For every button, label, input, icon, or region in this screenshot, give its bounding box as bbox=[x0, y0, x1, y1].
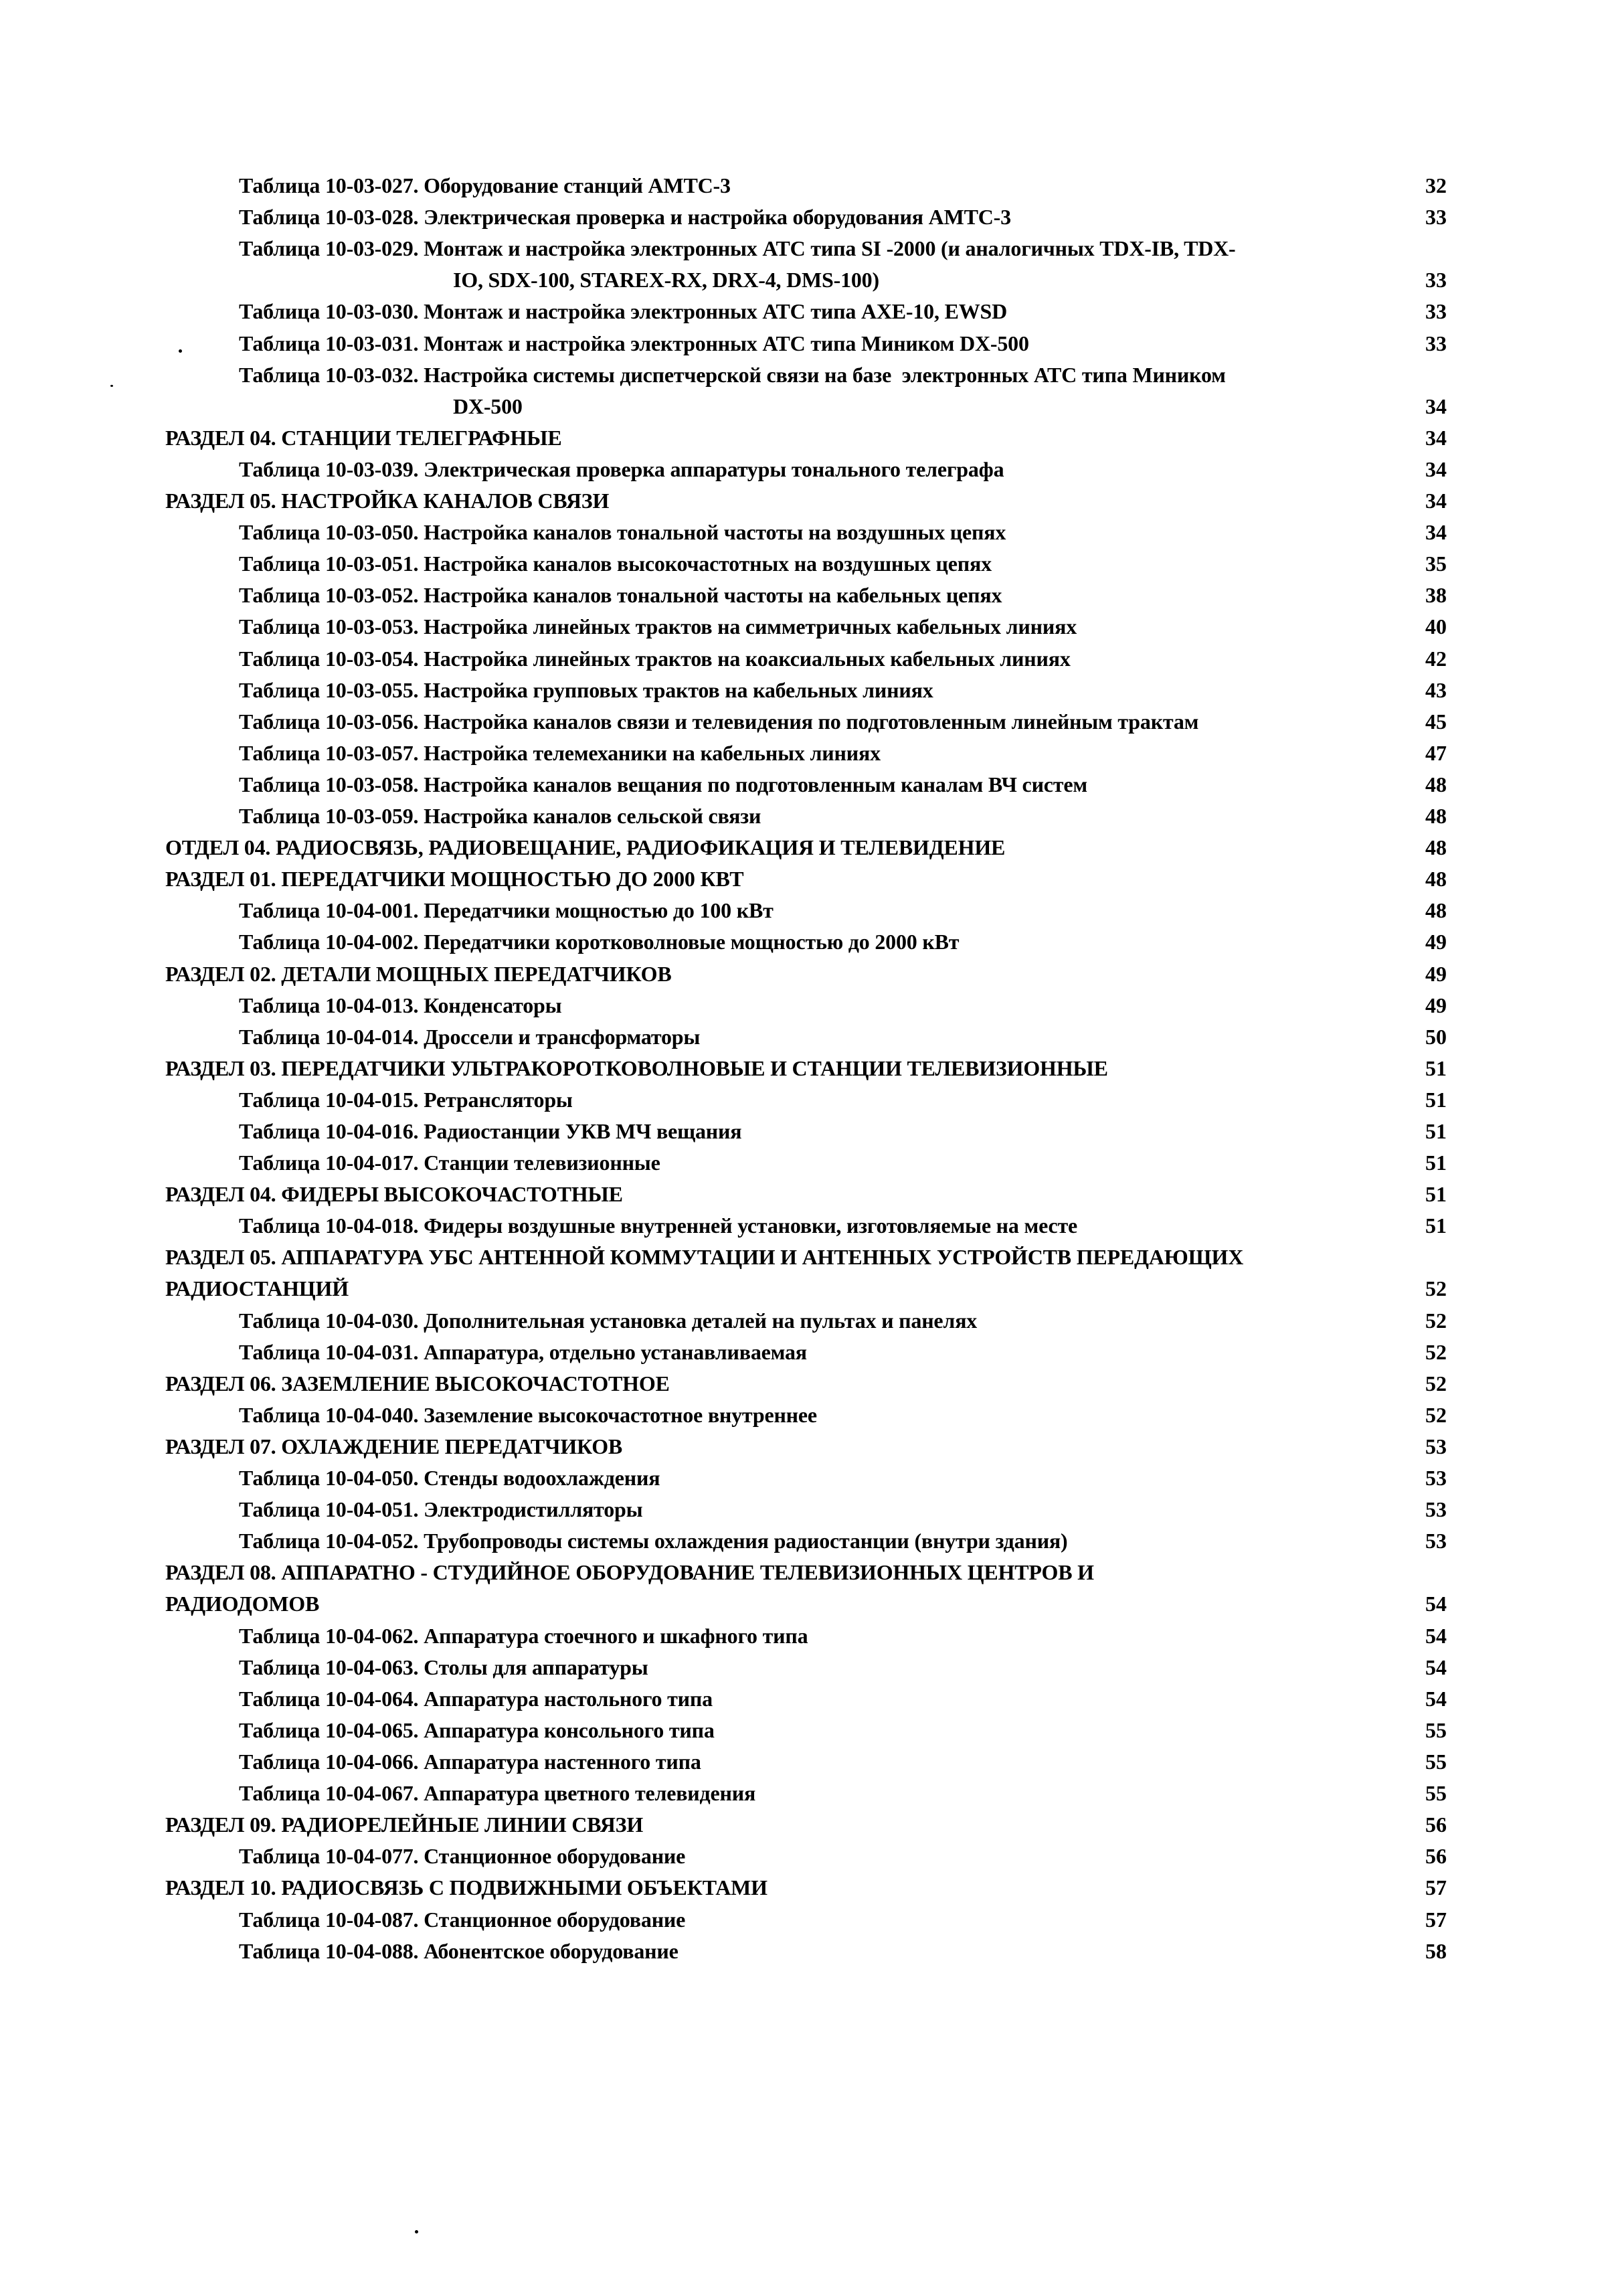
toc-entry-title bbox=[239, 738, 881, 769]
toc-entry-page-number: 34 bbox=[1425, 457, 1447, 481]
toc-entry-title-line: Таблица 10-04-064. Аппаратура настольного типа bbox=[239, 1687, 713, 1711]
toc-entry-page-number: 54 bbox=[1425, 1687, 1447, 1711]
toc-entry-title-line: РАЗДЕЛ 05. НАСТРОЙКА КАНАЛОВ СВЯЗИ bbox=[165, 489, 610, 513]
toc-entry-page-number: 53 bbox=[1425, 1466, 1447, 1490]
toc-entry-page-number: 40 bbox=[1425, 614, 1447, 639]
toc-entry-title-line: РАЗДЕЛ 01. ПЕРЕДАТЧИКИ МОЩНОСТЬЮ ДО 2000 КВТ bbox=[165, 867, 744, 891]
toc-entry-title-line: Таблица 10-04-067. Аппаратура цветного телевидения bbox=[239, 1781, 756, 1805]
toc-entry-title-line: РАЗДЕЛ 06. ЗАЗЕМЛЕНИЕ ВЫСОКОЧАСТОТНОЕ bbox=[165, 1371, 670, 1396]
toc-entry-title bbox=[239, 895, 774, 926]
toc-entry-title bbox=[165, 863, 743, 895]
toc-entry-title bbox=[165, 958, 672, 990]
toc-entry-title bbox=[239, 1778, 755, 1809]
toc-entry-title-line: Таблица 10-04-088. Абонентское оборудование bbox=[239, 1939, 679, 1963]
toc-entry-page-number: 42 bbox=[1425, 647, 1447, 671]
toc-entry-title bbox=[239, 800, 761, 832]
toc-entry-title-line: Таблица 10-03-027. Оборудование станций АМТС-3 bbox=[239, 173, 731, 197]
toc-entry-page-number: 54 bbox=[1425, 1655, 1447, 1679]
toc-entry-title bbox=[239, 1116, 741, 1147]
toc-entry-page-number: 57 bbox=[1425, 1908, 1447, 1932]
toc-entry-title bbox=[239, 1715, 715, 1746]
toc-entry-title-line: РАЗДЕЛ 09. РАДИОРЕЛЕЙНЫЕ ЛИНИИ СВЯЗИ bbox=[165, 1812, 644, 1837]
toc-entry-title bbox=[165, 1242, 1243, 1304]
toc-entry-title-line: РАЗДЕЛ 07. ОХЛАЖДЕНИЕ ПЕРЕДАТЧИКОВ bbox=[165, 1434, 623, 1458]
toc-entry-page-number: 38 bbox=[1425, 583, 1447, 607]
toc-entry-page-number: 51 bbox=[1425, 1151, 1447, 1175]
toc-entry-title-line: Таблица 10-04-014. Дроссели и трансформаторы bbox=[239, 1025, 701, 1049]
toc-entry-title-line: Таблица 10-04-087. Станционное оборудование bbox=[239, 1908, 686, 1932]
toc-entry-title bbox=[239, 1084, 573, 1116]
toc-entry-page-number: 53 bbox=[1425, 1434, 1447, 1458]
toc-entry-title bbox=[239, 580, 1002, 611]
toc-entry-title bbox=[239, 1400, 817, 1431]
toc-entry-page-number: 48 bbox=[1425, 835, 1447, 859]
toc-entry-title bbox=[165, 1179, 623, 1210]
toc-entry-title bbox=[165, 1431, 622, 1462]
toc-entry-title-line: Таблица 10-03-029. Монтаж и настройка электронных АТС типа SI -2000 (и аналогичных TDX-IB, TDX- bbox=[239, 236, 1236, 260]
toc-entry-title-line: Таблица 10-04-050. Стенды водоохлаждения bbox=[239, 1466, 660, 1490]
toc-entry-title bbox=[239, 1652, 648, 1683]
toc-entry-title-line: Таблица 10-03-059. Настройка каналов сельской связи bbox=[239, 804, 761, 828]
toc-entry-title-line: Таблица 10-04-031. Аппаратура, отдельно устанавливаемая bbox=[239, 1340, 807, 1364]
toc-entry-title bbox=[239, 1021, 700, 1053]
toc-entry-title-line: Таблица 10-04-017. Станции телевизионные bbox=[239, 1151, 660, 1175]
toc-entry-title bbox=[239, 454, 1004, 485]
toc-entry-page-number: 51 bbox=[1425, 1182, 1447, 1206]
toc-entry-title-line: РАЗДЕЛ 03. ПЕРЕДАТЧИКИ УЛЬТРАКОРОТКОВОЛНОВЫЕ И СТАНЦИИ ТЕЛЕВИЗИОННЫЕ bbox=[165, 1056, 1108, 1080]
toc-entry-title bbox=[165, 1368, 670, 1400]
toc-entry-title-line: Таблица 10-03-052. Настройка каналов тональной частоты на кабельных цепях bbox=[239, 583, 1002, 607]
toc-entry-title-line: РАЗДЕЛ 02. ДЕТАЛИ МОЩНЫХ ПЕРЕДАТЧИКОВ bbox=[165, 962, 672, 986]
toc-entry-title-line: Таблица 10-04-002. Передатчики коротковолновые мощностью до 2000 кВт bbox=[239, 930, 960, 954]
toc-entry-title-line: Таблица 10-03-039. Электрическая проверка аппаратуры тонального телеграфа bbox=[239, 457, 1004, 481]
toc-entry-title-line: Таблица 10-04-066. Аппаратура настенного типа bbox=[239, 1750, 701, 1774]
toc-entry-title bbox=[165, 422, 562, 454]
toc-entry-title bbox=[239, 675, 933, 706]
toc-entry-title bbox=[239, 706, 1198, 738]
toc-entry-title bbox=[239, 170, 731, 201]
toc-entry-title-line: Таблица 10-04-051. Электродистилляторы bbox=[239, 1497, 643, 1521]
toc-entry-title bbox=[239, 1904, 685, 1936]
toc-entry-page-number: 34 bbox=[1425, 520, 1447, 544]
toc-entry-title-line: Таблица 10-04-040. Заземление высокочастотное внутреннее bbox=[239, 1403, 817, 1427]
toc-entry-title-line: Таблица 10-04-016. Радиостанции УКВ МЧ вещания bbox=[239, 1119, 742, 1143]
toc-entry-title bbox=[239, 359, 1226, 422]
toc-entry-page-number: 53 bbox=[1425, 1529, 1447, 1553]
toc-entry-title-line: Таблица 10-04-013. Конденсаторы bbox=[239, 993, 562, 1017]
toc-entry-page-number: 56 bbox=[1425, 1812, 1447, 1837]
toc-entry-page-number: 52 bbox=[1425, 1276, 1447, 1300]
toc-entry-page-number: 35 bbox=[1425, 552, 1447, 576]
toc-entry-title-line: Таблица 10-04-077. Станционное оборудование bbox=[239, 1844, 686, 1868]
toc-entry-page-number: 33 bbox=[1425, 331, 1447, 355]
toc-entry-title bbox=[239, 1210, 1077, 1242]
toc-entry-title bbox=[239, 1305, 977, 1337]
toc-entry-page-number: 52 bbox=[1425, 1403, 1447, 1427]
toc-entry-page-number: 49 bbox=[1425, 993, 1447, 1017]
toc-entry-page-number: 51 bbox=[1425, 1088, 1447, 1112]
toc-entry-title-line: Таблица 10-04-030. Дополнительная установка деталей на пультах и панелях bbox=[239, 1308, 978, 1333]
toc-entry-page-number: 45 bbox=[1425, 709, 1447, 734]
toc-entry-title-line: РАЗДЕЛ 10. РАДИОСВЯЗЬ С ПОДВИЖНЫМИ ОБЪЕКТАМИ bbox=[165, 1875, 768, 1899]
toc-entry-title-line: Таблица 10-03-030. Монтаж и настройка электронных АТС типа АХЕ-10, EWSD bbox=[239, 299, 1008, 323]
toc-entry-page-number: 51 bbox=[1425, 1119, 1447, 1143]
toc-entry-title bbox=[239, 201, 1011, 233]
toc-entry-page-number: 50 bbox=[1425, 1025, 1447, 1049]
toc-entry-page-number: 34 bbox=[1425, 426, 1447, 450]
toc-entry-page-number: 55 bbox=[1425, 1718, 1447, 1742]
toc-entry-title-line: Таблица 10-04-063. Столы для аппаратуры bbox=[239, 1655, 648, 1679]
toc-entry-title-line: Таблица 10-03-058. Настройка каналов вещания по подготовленным каналам ВЧ систем bbox=[239, 772, 1087, 796]
toc-entry-page-number: 43 bbox=[1425, 678, 1447, 702]
toc-entry-title bbox=[165, 1809, 643, 1841]
toc-entry-title bbox=[239, 1746, 701, 1778]
toc-entry-title-line: Таблица 10-03-055. Настройка групповых трактов на кабельных линиях bbox=[239, 678, 933, 702]
toc-entry-title bbox=[239, 296, 1007, 327]
toc-entry-page-number: 52 bbox=[1425, 1340, 1447, 1364]
toc-entry-title bbox=[239, 769, 1087, 800]
toc-entry-title bbox=[239, 1462, 660, 1494]
toc-entry-title-line: ОТДЕЛ 04. РАДИОСВЯЗЬ, РАДИОВЕЩАНИЕ, РАДИОФИКАЦИЯ И ТЕЛЕВИДЕНИЕ bbox=[165, 835, 1006, 859]
toc-entry-title-line: Таблица 10-03-056. Настройка каналов связи и телевидения по подготовленным линейным трактам bbox=[239, 709, 1199, 734]
toc-entry-title-line: РАЗДЕЛ 04. ФИДЕРЫ ВЫСОКОЧАСТОТНЫЕ bbox=[165, 1182, 623, 1206]
scan-speck bbox=[110, 385, 113, 387]
toc-entry-title bbox=[239, 548, 992, 580]
toc-entry-title-continuation: IO, SDX-100, STAREX-RX, DRX-4, DMS-100) bbox=[453, 268, 879, 292]
toc-entry-title-line: Таблица 10-03-028. Электрическая проверка и настройка оборудования АМТС-3 bbox=[239, 205, 1011, 229]
toc-entry-page-number: 54 bbox=[1425, 1592, 1447, 1616]
toc-entry-title bbox=[239, 1494, 642, 1525]
toc-entry-title bbox=[239, 328, 1029, 359]
toc-entry-title-line: Таблица 10-03-032. Настройка системы диспетчерской связи на базе электронных АТС типа Миником bbox=[239, 363, 1226, 387]
toc-entry-title bbox=[239, 1337, 807, 1368]
toc-entry-page-number: 48 bbox=[1425, 867, 1447, 891]
toc-entry-page-number: 55 bbox=[1425, 1750, 1447, 1774]
toc-entry-title-line: РАЗДЕЛ 05. АППАРАТУРА УБС АНТЕННОЙ КОММУТАЦИИ И АНТЕННЫХ УСТРОЙСТВ ПЕРЕДАЮЩИХ bbox=[165, 1245, 1244, 1269]
toc-entry-title-line: Таблица 10-04-062. Аппаратура стоечного и шкафного типа bbox=[239, 1624, 808, 1648]
toc-entry-title bbox=[165, 1872, 768, 1904]
toc-entry-title-line: Таблица 10-03-054. Настройка линейных трактов на коаксиальных кабельных линиях bbox=[239, 647, 1071, 671]
toc-entry-page-number: 48 bbox=[1425, 898, 1447, 922]
toc-entry-title bbox=[165, 485, 609, 517]
toc-entry-title-continuation: DX-500 bbox=[453, 394, 523, 418]
toc-entry-page-number: 33 bbox=[1425, 268, 1447, 292]
toc-entry-title bbox=[239, 1683, 713, 1715]
toc-entry-title-line: РАЗДЕЛ 08. АППАРАТНО - СТУДИЙНОЕ ОБОРУДОВАНИЕ ТЕЛЕВИЗИОННЫХ ЦЕНТРОВ И bbox=[165, 1560, 1094, 1584]
toc-entry-page-number: 52 bbox=[1425, 1308, 1447, 1333]
toc-entry-title bbox=[165, 1557, 1094, 1620]
toc-entry-page-number: 48 bbox=[1425, 804, 1447, 828]
toc-entry-page-number: 32 bbox=[1425, 173, 1447, 197]
toc-entry-title bbox=[239, 643, 1071, 675]
toc-entry-page-number: 53 bbox=[1425, 1497, 1447, 1521]
toc-entry-page-number: 34 bbox=[1425, 489, 1447, 513]
toc-entry-title-line: Таблица 10-04-015. Ретрансляторы bbox=[239, 1088, 573, 1112]
toc-entry-title bbox=[239, 990, 561, 1021]
toc-entry-page-number: 51 bbox=[1425, 1056, 1447, 1080]
scan-speck bbox=[415, 2230, 418, 2233]
toc-entry-page-number: 48 bbox=[1425, 772, 1447, 796]
toc-entry-title-line: Таблица 10-04-065. Аппаратура консольного типа bbox=[239, 1718, 715, 1742]
toc-entry-title bbox=[239, 1147, 660, 1179]
toc-entry-title bbox=[165, 832, 1005, 863]
toc-entry-title bbox=[239, 1841, 685, 1872]
toc-entry-title-line: Таблица 10-04-052. Трубопроводы системы охлаждения радиостанции (внутри здания) bbox=[239, 1529, 1068, 1553]
toc-entry-page-number: 52 bbox=[1425, 1371, 1447, 1396]
toc-entry-title-continuation: РАДИОСТАНЦИЙ bbox=[165, 1276, 349, 1300]
toc-entry-page-number: 56 bbox=[1425, 1844, 1447, 1868]
toc-entry-title-line: Таблица 10-03-031. Монтаж и настройка электронных АТС типа Миником DX-500 bbox=[239, 331, 1029, 355]
toc-entry-title-continuation: РАДИОДОМОВ bbox=[165, 1592, 320, 1616]
toc-entry-title bbox=[239, 611, 1077, 643]
toc-entry-title-line: Таблица 10-04-018. Фидеры воздушные внутренней установки, изготовляемые на месте bbox=[239, 1213, 1078, 1238]
toc-entry-title bbox=[239, 517, 1006, 548]
toc-entry-page-number: 49 bbox=[1425, 930, 1447, 954]
toc-entry-title bbox=[239, 1525, 1068, 1557]
toc-entry-title bbox=[239, 1936, 679, 1967]
toc-entry-title bbox=[239, 233, 1236, 296]
toc-entry-title bbox=[239, 926, 959, 958]
scan-speck bbox=[179, 349, 182, 353]
toc-entry-title bbox=[165, 1053, 1108, 1084]
toc-entry-page-number: 57 bbox=[1425, 1875, 1447, 1899]
toc-entry-page-number: 58 bbox=[1425, 1939, 1447, 1963]
toc-entry-title-line: РАЗДЕЛ 04. СТАНЦИИ ТЕЛЕГРАФНЫЕ bbox=[165, 426, 562, 450]
toc-entry-page-number: 55 bbox=[1425, 1781, 1447, 1805]
toc-entry-title-line: Таблица 10-03-057. Настройка телемеханики на кабельных линиях bbox=[239, 741, 881, 765]
toc-entry-title-line: Таблица 10-03-051. Настройка каналов высокочастотных на воздушных цепях bbox=[239, 552, 992, 576]
toc-entry-title-line: Таблица 10-03-050. Настройка каналов тональной частоты на воздушных цепях bbox=[239, 520, 1006, 544]
toc-entry-page-number: 33 bbox=[1425, 205, 1447, 229]
toc-entry-page-number: 34 bbox=[1425, 394, 1447, 418]
toc-entry-page-number: 51 bbox=[1425, 1213, 1447, 1238]
toc-entry-page-number: 47 bbox=[1425, 741, 1447, 765]
toc-entry-page-number: 33 bbox=[1425, 299, 1447, 323]
toc-entry-title bbox=[239, 1620, 808, 1652]
toc-entry-page-number: 54 bbox=[1425, 1624, 1447, 1648]
toc-entry-title-line: Таблица 10-03-053. Настройка линейных трактов на симметричных кабельных линиях bbox=[239, 614, 1077, 639]
toc-entry-title-line: Таблица 10-04-001. Передатчики мощностью до 100 кВт bbox=[239, 898, 774, 922]
toc-entry-page-number: 49 bbox=[1425, 962, 1447, 986]
